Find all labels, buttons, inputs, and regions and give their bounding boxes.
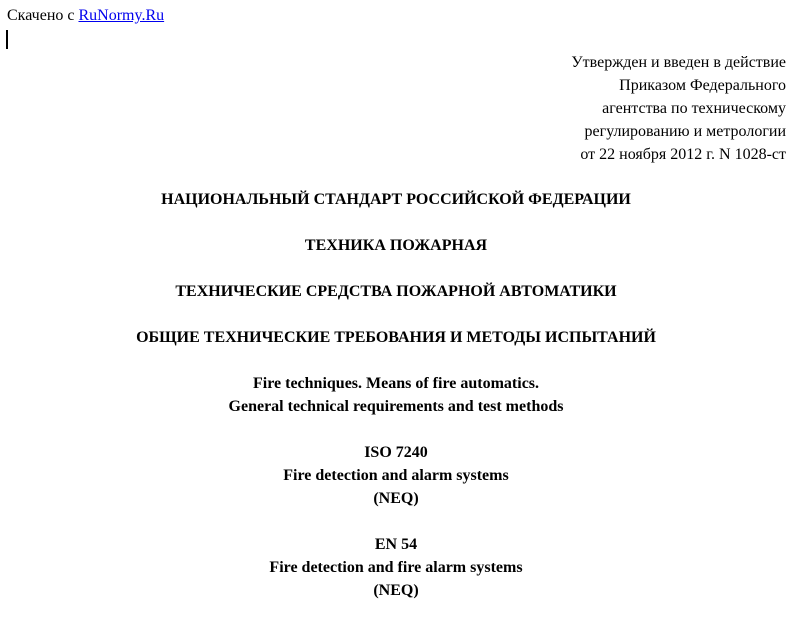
national-standard-title: НАЦИОНАЛЬНЫЙ СТАНДАРТ РОССИЙСКОЙ ФЕДЕРАЦИИ: [161, 191, 631, 208]
english-title-line: Fire techniques. Means of fire automatics.: [252, 375, 540, 392]
reference-code: ISO 7240: [364, 444, 428, 461]
reference-code: EN 54: [374, 536, 418, 553]
fire-equipment-title: ТЕХНИКА ПОЖАРНАЯ: [304, 237, 488, 254]
english-title: [0, 372, 792, 418]
reference-title: Fire detection and fire alarm systems: [269, 559, 523, 576]
reference-degree: (NEQ): [373, 490, 419, 507]
approval-line: агентства по техническому: [602, 100, 786, 117]
text-cursor: [6, 30, 8, 49]
reference-title: Fire detection and alarm systems: [283, 467, 509, 484]
reference-en: [0, 533, 792, 602]
approval-line: Утвержден и введен в действие: [571, 54, 786, 71]
approval-block: [571, 51, 786, 166]
approval-line: от 22 ноября 2012 г. N 1028-ст: [580, 146, 786, 163]
source-line: [7, 6, 164, 25]
english-title-line: General technical requirements and test methods: [228, 398, 564, 415]
reference-iso: [0, 441, 792, 510]
source-prefix: Скачено с: [7, 7, 75, 24]
automation-means-title: ТЕХНИЧЕСКИЕ СРЕДСТВА ПОЖАРНОЙ АВТОМАТИКИ: [175, 283, 617, 300]
approval-line: регулированию и метрологии: [584, 123, 786, 140]
reference-degree: (NEQ): [373, 582, 419, 599]
approval-line: Приказом Федерального: [619, 77, 786, 94]
requirements-title: ОБЩИЕ ТЕХНИЧЕСКИЕ ТРЕБОВАНИЯ И МЕТОДЫ ИСПЫТАНИЙ: [136, 329, 656, 346]
runormy-link[interactable]: RuNormy.Ru: [78, 7, 165, 24]
